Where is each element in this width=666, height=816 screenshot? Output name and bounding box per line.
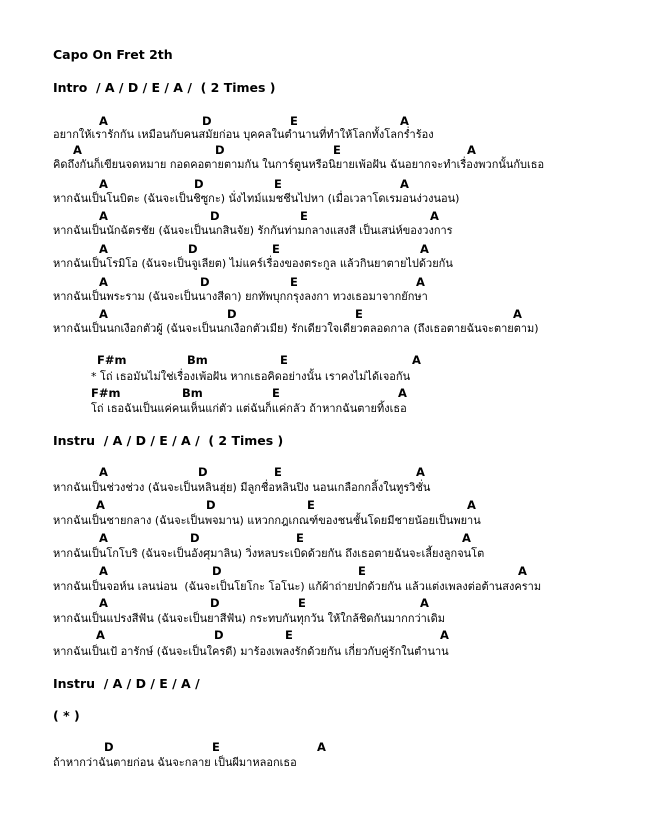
lyric-line: หากฉันเป็นโกโบริ (ฉันจะเป็นอังศุมาลิน) วิ่งหลบระเบิดด้วยกัน ถึงเธอตายฉันจะเลี้ยงลูกจนโต [53, 547, 485, 560]
chord: A [99, 307, 108, 321]
lyric-line: หากฉันเป็นพระราม (ฉันจะเป็นนางสีดา) ยกทัพบุกกรุงลงกา ทวงเธอมาจากยักษา [53, 290, 428, 303]
chord: E [285, 628, 293, 642]
chord: F#m [91, 386, 121, 400]
chord: A [99, 177, 108, 191]
chord: Bm [187, 353, 208, 367]
chord: A [462, 531, 471, 545]
chord: D [215, 143, 225, 157]
chord: A [513, 307, 522, 321]
lyric-line: หากฉันเป็นโรมิโอ (ฉันจะเป็นจูเลียต) ไม่แคร์เรื่องของตระกูล แล้วกินยาตายไปด้วยกัน [53, 257, 453, 270]
lyric-line: หากฉันเป็นชายกลาง (ฉันจะเป็นพจมาน) แหวกกฎเกณฑ์ของชนชั้นโดยมีชายน้อยเป็นพยาน [53, 514, 481, 527]
chord: D [188, 242, 198, 256]
chord: E [274, 177, 282, 191]
chorus-line: โถ่ เธอฉันเป็นแค่คนเห็นแก่ตัว แต่ฉันก็แค่กลัว ถ้าหากฉันตายทิ้งเธอ [91, 402, 407, 415]
lyric-line: อยากให้เรารักกัน เหมือนกับคนสมัยก่อน บุคคลในตำนานที่ทำให้โลกทั้งโลกร่ำร้อง [53, 128, 434, 141]
chord: A [400, 177, 409, 191]
chord: A [416, 275, 425, 289]
chord: D [227, 307, 237, 321]
chord: A [99, 465, 108, 479]
chord: A [73, 143, 82, 157]
chord: D [206, 498, 216, 512]
chorus-line: * โถ่ เธอมันไม่ใช่เรื่องเพ้อฝัน หากเธอคิดอย่างนั้น เราคงไม่ได้เจอกัน [91, 370, 411, 383]
lyric-line: หากฉันเป็นนักฉัตรชัย (ฉันจะเป็นนกสินจัย) รักกันท่ามกลางแสงสี เป็นเสน่ห์ของวงการ [53, 224, 453, 237]
chord: A [99, 596, 108, 610]
chord: A [420, 596, 429, 610]
chord: A [99, 209, 108, 223]
lyric-line: หากฉันเป็นแปรงสีฟัน (ฉันจะเป็นยาสีฟัน) กระทบกันทุกวัน ให้ใกล้ชิดกันมากกว่าเดิม [53, 612, 446, 625]
chord: D [214, 628, 224, 642]
chord: D [194, 177, 204, 191]
chord: A [412, 353, 421, 367]
chord: D [210, 596, 220, 610]
chord: E [274, 465, 282, 479]
chord: A [99, 275, 108, 289]
chord: D [200, 275, 210, 289]
chord: A [430, 209, 439, 223]
chord: E [290, 114, 298, 128]
chord: D [212, 564, 222, 578]
instru-heading: Instru / A / D / E / A / ( 2 Times ) [53, 433, 284, 448]
lyric-line: คิดถึงกันก็เขียนจดหมาย กอดคอตายตามกัน ในการ์ตูนหรือนิยายเพ้อฝัน ฉันอยากจะทำเรื่องพวกนั้นกับเธอ [53, 158, 545, 171]
chord: A [400, 114, 409, 128]
chord: D [210, 209, 220, 223]
chord: E [290, 275, 298, 289]
chord: A [467, 498, 476, 512]
lyric-line: หากฉันเป็นช่วงช่วง (ฉันจะเป็นหลินฮุ่ย) มีลูกชื่อหลินปิง นอนเกลือกกลิ้งในทูรวิชั่น [53, 481, 431, 494]
chord: A [96, 628, 105, 642]
chord: D [190, 531, 200, 545]
chord: E [212, 740, 220, 754]
chord: Bm [182, 386, 203, 400]
lyric-line: ถ้าหากว่าฉันตายก่อน ฉันจะกลาย เป็นผีมาหลอกเธอ [53, 756, 297, 769]
chord: D [104, 740, 114, 754]
chord: A [440, 628, 449, 642]
chord: E [355, 307, 363, 321]
chord: E [300, 209, 308, 223]
repeat-marker: ( * ) [53, 708, 80, 723]
chord: E [307, 498, 315, 512]
chord: A [420, 242, 429, 256]
lyric-line: หากฉันเป็นเป้ อารักษ์ (ฉันจะเป็นใครดี) มาร้องเพลงรักด้วยกัน เกี่ยวกับคู่รักในตำนาน [53, 645, 449, 658]
chord: A [99, 114, 108, 128]
chord: E [298, 596, 306, 610]
chord: A [99, 564, 108, 578]
chord: A [398, 386, 407, 400]
chord: A [416, 465, 425, 479]
chord: A [96, 498, 105, 512]
chord: A [467, 143, 476, 157]
lyric-line: หากฉันเป็นจอห์น เลนน่อน (ฉันจะเป็นโยโกะ โอโนะ) แก้ผ้าถ่ายปกด้วยกัน แล้วแต่งเพลงต่อต้านสงคราม [53, 580, 542, 593]
lyric-line: หากฉันเป็นโนบิตะ (ฉันจะเป็นชิซูกะ) นั่งไทม์แมชชีนไปหา (เมื่อเวลาโดเรมอนง่วงนอน) [53, 192, 460, 205]
instru-heading-2: Instru / A / D / E / A / [53, 676, 200, 691]
chord: E [272, 386, 280, 400]
chord: E [280, 353, 288, 367]
chord: D [198, 465, 208, 479]
capo-heading: Capo On Fret 2th [53, 47, 173, 62]
chord: A [99, 531, 108, 545]
intro-heading: Intro / A / D / E / A / ( 2 Times ) [53, 80, 276, 95]
chord: A [518, 564, 527, 578]
chord: E [333, 143, 341, 157]
chord: D [202, 114, 212, 128]
chord: E [358, 564, 366, 578]
chord: E [296, 531, 304, 545]
lyric-line: หากฉันเป็นนกเงือกตัวผู้ (ฉันจะเป็นนกเงือกตัวเมีย) รักเดียวใจเดียวตลอดกาล (ถึงเธอตายฉันจะตายตาม) [53, 322, 539, 335]
chord: A [317, 740, 326, 754]
chord: E [272, 242, 280, 256]
chord: A [99, 242, 108, 256]
chord: F#m [97, 353, 127, 367]
